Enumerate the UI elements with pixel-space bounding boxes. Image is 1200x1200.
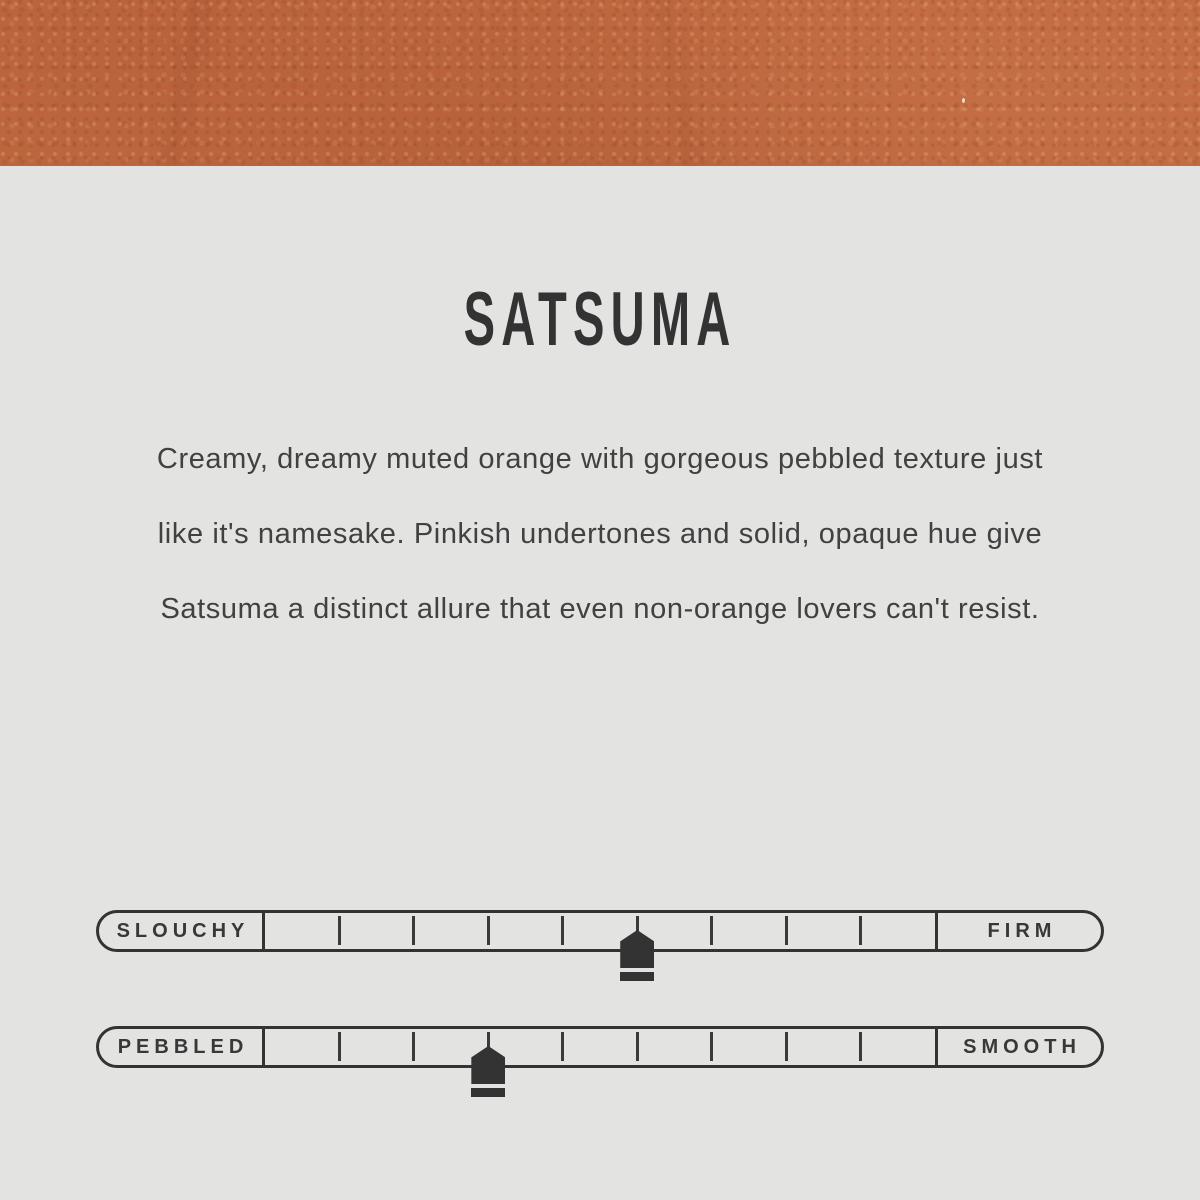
scale-tick — [561, 916, 564, 945]
scale-tick — [338, 1032, 341, 1061]
pebbled-smooth-scale — [96, 1026, 1104, 1068]
scale-value-marker — [620, 930, 654, 981]
scale-right-cap — [935, 1029, 1101, 1065]
scale-right-label: FIRM — [987, 919, 1057, 942]
scale-tick — [859, 916, 862, 945]
scale-track — [265, 1029, 935, 1065]
scale-tick — [710, 1032, 713, 1061]
marker-pointer-icon — [620, 930, 654, 968]
marker-base-bar — [471, 1088, 505, 1097]
scale-tick — [785, 1032, 788, 1061]
leather-swatch-photo — [0, 0, 1200, 166]
scale-tick — [710, 916, 713, 945]
scale-value-marker — [471, 1046, 505, 1097]
color-description — [70, 422, 1130, 647]
scale-tick — [412, 916, 415, 945]
scale-tick — [561, 1032, 564, 1061]
scale-right-label: SMOOTH — [963, 1035, 1081, 1058]
slouchy-firm-scale — [96, 910, 1104, 952]
marker-base-bar — [620, 972, 654, 981]
scale-left-cap — [99, 913, 265, 949]
leather-fleck — [962, 98, 965, 103]
scale-tick — [785, 916, 788, 945]
scale-tick — [338, 916, 341, 945]
scale-tick — [487, 916, 490, 945]
scale-tick — [636, 1032, 639, 1061]
page-title-row — [0, 277, 1200, 381]
description-line: Satsuma a distinct allure that even non-orange lovers can't resist. — [160, 593, 1040, 625]
description-line: like it's namesake. Pinkish undertones and solid, opaque hue give — [157, 518, 1043, 550]
scale-tick — [412, 1032, 415, 1061]
page-title: SATSUMA — [463, 277, 737, 362]
scale-left-label: SLOUCHY — [116, 919, 250, 942]
scale-track — [265, 913, 935, 949]
scale-tick — [859, 1032, 862, 1061]
description-line: Creamy, dreamy muted orange with gorgeous pebbled texture just — [156, 443, 1044, 475]
marker-pointer-icon — [471, 1046, 505, 1084]
scale-right-cap — [935, 913, 1101, 949]
scale-left-cap — [99, 1029, 265, 1065]
scale-left-label: PEBBLED — [117, 1035, 249, 1058]
